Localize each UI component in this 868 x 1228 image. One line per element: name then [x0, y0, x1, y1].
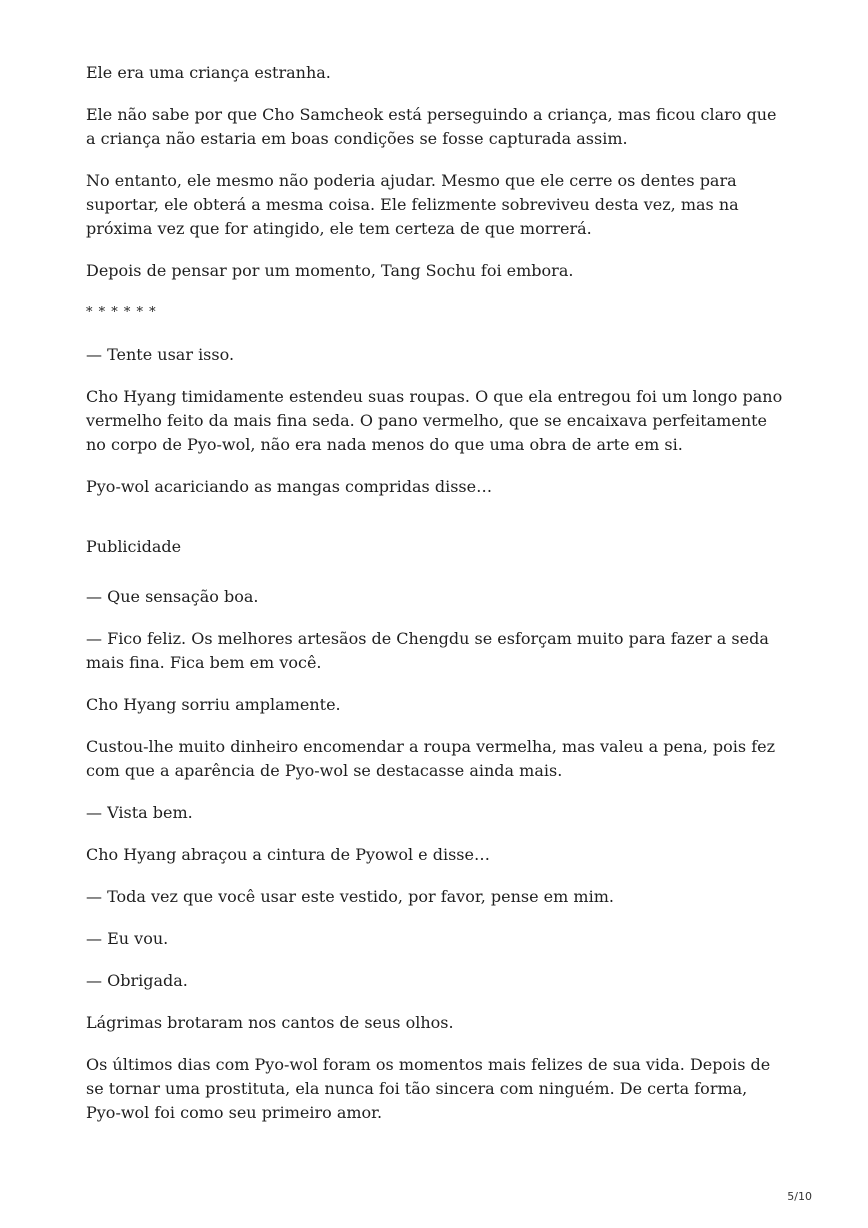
- dialogue-line: — Tente usar isso.: [86, 345, 235, 364]
- paragraph: Cho Hyang abraçou a cintura de Pyowol e disse…: [86, 845, 490, 864]
- paragraph: Os últimos dias com Pyo-wol foram os momentos mais felizes de sua vida. Depois de se tornar uma prostituta, ela nunca foi tão sincera com ninguém. De certa forma, Pyo-wol foi como seu primeiro amor.: [86, 1055, 771, 1122]
- paragraph: Cho Hyang timidamente estendeu suas roupas. O que ela entregou foi um longo pano vermelho feito da mais fina seda. O pano vermelho, que se encaixava perfeitamente no corpo de Pyo-wol, não era nada menos do que uma obra de arte em si.: [86, 387, 783, 454]
- advertisement-label: Publicidade: [86, 537, 182, 556]
- paragraph: Ele não sabe por que Cho Samcheok está perseguindo a criança, mas ficou claro que a criança não estaria em boas condições se fosse capturada assim.: [86, 105, 777, 148]
- dialogue-line: — Obrigada.: [86, 971, 188, 990]
- paragraph: No entanto, ele mesmo não poderia ajudar. Mesmo que ele cerre os dentes para suportar, ele obterá a mesma coisa. Ele felizmente sobreviveu desta vez, mas na próxima vez que for atingido, ele tem certeza de que morrerá.: [86, 171, 739, 238]
- scene-break: * * * * * *: [86, 305, 157, 320]
- dialogue-line: — Que sensação boa.: [86, 587, 259, 606]
- dialogue-line: — Eu vou.: [86, 929, 169, 948]
- dialogue-line: — Fico feliz. Os melhores artesãos de Chengdu se esforçam muito para fazer a seda mais fina. Fica bem em você.: [86, 629, 769, 672]
- paragraph: Custou-lhe muito dinheiro encomendar a roupa vermelha, mas valeu a pena, pois fez com que a aparência de Pyo-wol se destacasse ainda mais.: [86, 737, 776, 780]
- dialogue-line: — Toda vez que você usar este vestido, por favor, pense em mim.: [86, 887, 614, 906]
- dialogue-line: — Vista bem.: [86, 803, 193, 822]
- paragraph: Depois de pensar por um momento, Tang Sochu foi embora.: [86, 261, 574, 280]
- document-body: [86, 61, 786, 1143]
- paragraph: Lágrimas brotaram nos cantos de seus olhos.: [86, 1013, 454, 1032]
- paragraph: Cho Hyang sorriu amplamente.: [86, 695, 341, 714]
- page-number: 5/10: [787, 1190, 812, 1203]
- paragraph: Pyo-wol acariciando as mangas compridas disse…: [86, 477, 493, 496]
- paragraph: Ele era uma criança estranha.: [86, 63, 331, 82]
